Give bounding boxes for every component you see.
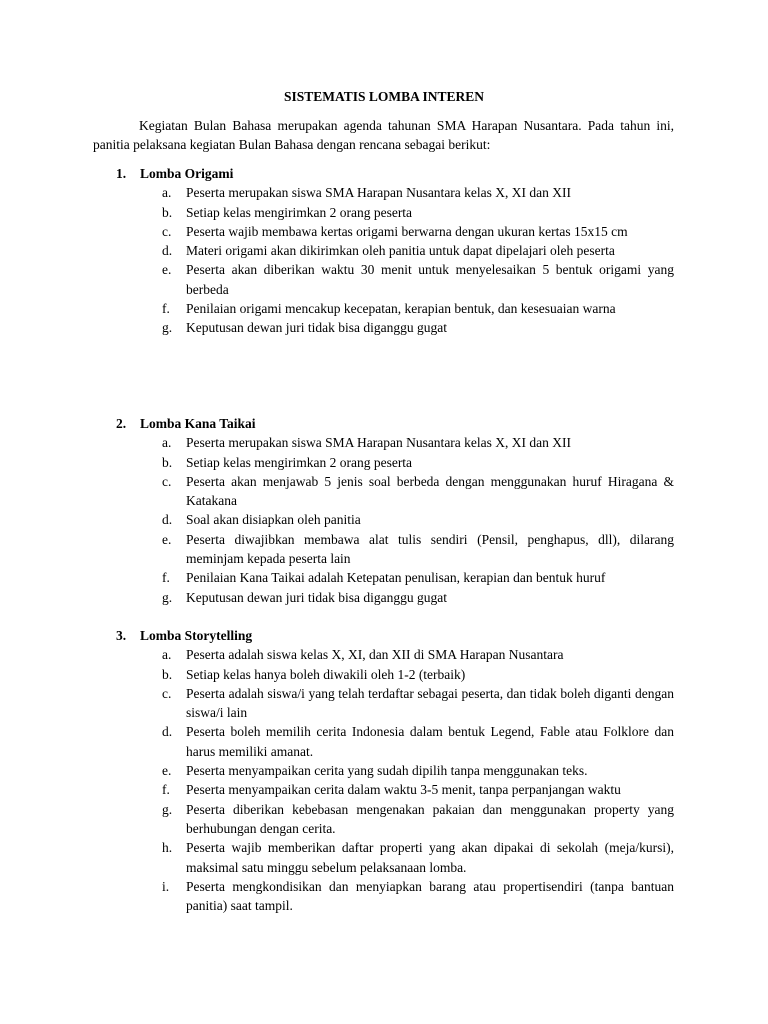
list-item-text: Penilaian origami mencakup kecepatan, kerapian bentuk, dan kesesuaian warna (186, 301, 616, 317)
list-item-letter: b. (162, 204, 173, 220)
list-item-text: Peserta menyampaikan cerita dalam waktu 3-5 menit, tanpa perpanjangan waktu (186, 782, 621, 798)
list-item-letter: d. (162, 724, 173, 740)
list-item (93, 318, 674, 337)
list-item (93, 645, 674, 664)
list-item-letter: e. (162, 531, 172, 547)
list-item-letter: h. (162, 840, 173, 856)
list-item (93, 222, 674, 241)
list-item-letter: i. (162, 878, 170, 894)
list-item-text: Setiap kelas mengirimkan 2 orang peserta (186, 454, 413, 470)
list-item-letter: d. (162, 512, 173, 528)
list-item (93, 838, 674, 877)
list-item-text: Peserta adalah siswa/i yang telah terdaftar sebagai peserta, dan tidak boleh diganti dengan siswa/i lain (186, 685, 674, 721)
list-item-text: Penilaian Kana Taikai adalah Ketepatan penulisan, kerapian dan bentuk huruf (186, 570, 606, 586)
list-item-text: Peserta merupakan siswa SMA Harapan Nusantara kelas X, XI dan XII (186, 185, 572, 201)
list-item-text: Peserta merupakan siswa SMA Harapan Nusantara kelas X, XI dan XII (186, 435, 572, 451)
list-item (93, 780, 674, 799)
list-item (93, 203, 674, 222)
list-item-letter: c. (162, 223, 172, 239)
list-item-text: Keputusan dewan juri tidak bisa diganggu gugat (186, 320, 447, 336)
section-heading (93, 164, 674, 183)
section-number: 1. (116, 166, 127, 181)
list-item-text: Keputusan dewan juri tidak bisa diganggu gugat (186, 589, 447, 605)
list-item-text: Peserta boleh memilih cerita Indonesia dalam bentuk Legend, Fable atau Folklore dan harus memiliki amanat. (186, 724, 674, 759)
list-item-letter: b. (162, 666, 173, 682)
list-item-letter: e. (162, 262, 172, 278)
list-item (93, 568, 674, 587)
list-item-letter: f. (162, 570, 170, 586)
section-heading (93, 414, 674, 433)
section-number: 2. (116, 416, 127, 431)
document-title: SISTEMATIS LOMBA INTEREN (283, 89, 485, 104)
list-item-letter: f. (162, 782, 170, 798)
list-item (93, 588, 674, 607)
section-title: Lomba Kana Taikai (140, 416, 256, 431)
list-item-text: Peserta menyampaikan cerita yang sudah dipilih tanpa menggunakan teks. (186, 763, 588, 779)
list-item (93, 800, 674, 839)
list-item-letter: f. (162, 301, 170, 317)
section-lomba-storytelling (93, 626, 674, 915)
list-item (93, 684, 674, 723)
list-item-text: Peserta adalah siswa kelas X, XI, dan XII di SMA Harapan Nusantara (186, 647, 564, 663)
list-item-letter: a. (162, 185, 172, 201)
list-item-text: Soal akan disiapkan oleh panitia (186, 512, 361, 528)
list-item-text: Peserta mengkondisikan dan menyiapkan barang atau propertisendiri (tanpa bantuan panitia) saat tampil. (186, 878, 674, 914)
list-item (93, 761, 674, 780)
list-item-letter: c. (162, 473, 172, 489)
list-item-text: Peserta akan menjawab 5 jenis soal berbeda dengan menggunakan huruf Hiragana & Katakana (186, 473, 674, 509)
list-item-text: Peserta wajib memberikan daftar properti yang akan dipakai di sekolah (meja/kursi), maksimal satu minggu sebelum pelaksanaan lomba. (186, 840, 674, 875)
section-title: Lomba Storytelling (140, 628, 253, 643)
list-item (93, 510, 674, 529)
list-item-text: Setiap kelas hanya boleh diwakili oleh 1-2 (terbaik) (186, 666, 466, 682)
list-item (93, 241, 674, 260)
list-item-letter: c. (162, 685, 172, 701)
section-lomba-origami (93, 164, 674, 338)
list-item (93, 665, 674, 684)
list-item-text: Peserta diwajibkan membawa alat tulis sendiri (Pensil, penghapus, dll), dilarang meminjam kepada peserta lain (186, 531, 674, 567)
list-item (93, 260, 674, 299)
list-item-text: Peserta diberikan kebebasan mengenakan pakaian dan menggunakan property yang berhubungan dengan cerita. (186, 801, 674, 836)
list-item-letter: g. (162, 589, 173, 605)
section-heading (93, 626, 674, 645)
list-item (93, 299, 674, 318)
intro-paragraph: Kegiatan Bulan Bahasa merupakan agenda tahunan SMA Harapan Nusantara. Pada tahun ini, panitia pelaksana kegiatan Bulan Bahasa dengan rencana sebagai berikut: (93, 118, 674, 153)
list-item (93, 433, 674, 452)
list-item-letter: a. (162, 435, 172, 451)
list-item-letter: g. (162, 801, 173, 817)
list-item-text: Peserta wajib membawa kertas origami berwarna dengan ukuran kertas 15x15 cm (186, 223, 628, 239)
section-title: Lomba Origami (140, 166, 234, 181)
list-item-text: Setiap kelas mengirimkan 2 orang peserta (186, 204, 413, 220)
list-item (93, 530, 674, 569)
list-item-letter: d. (162, 243, 173, 259)
list-item-letter: g. (162, 320, 173, 336)
list-item (93, 472, 674, 511)
list-item-letter: b. (162, 454, 173, 470)
list-item (93, 183, 674, 202)
list-item-text: Materi origami akan dikirimkan oleh panitia untuk dapat dipelajari oleh peserta (186, 243, 615, 259)
list-item (93, 453, 674, 472)
list-item (93, 722, 674, 761)
section-lomba-kana-taikai (93, 414, 674, 607)
list-item-letter: a. (162, 647, 172, 663)
list-item-text: Peserta akan diberikan waktu 30 menit untuk menyelesaikan 5 bentuk origami yang berbeda (186, 262, 674, 297)
section-number: 3. (116, 628, 127, 643)
list-item (93, 877, 674, 916)
list-item-letter: e. (162, 763, 172, 779)
